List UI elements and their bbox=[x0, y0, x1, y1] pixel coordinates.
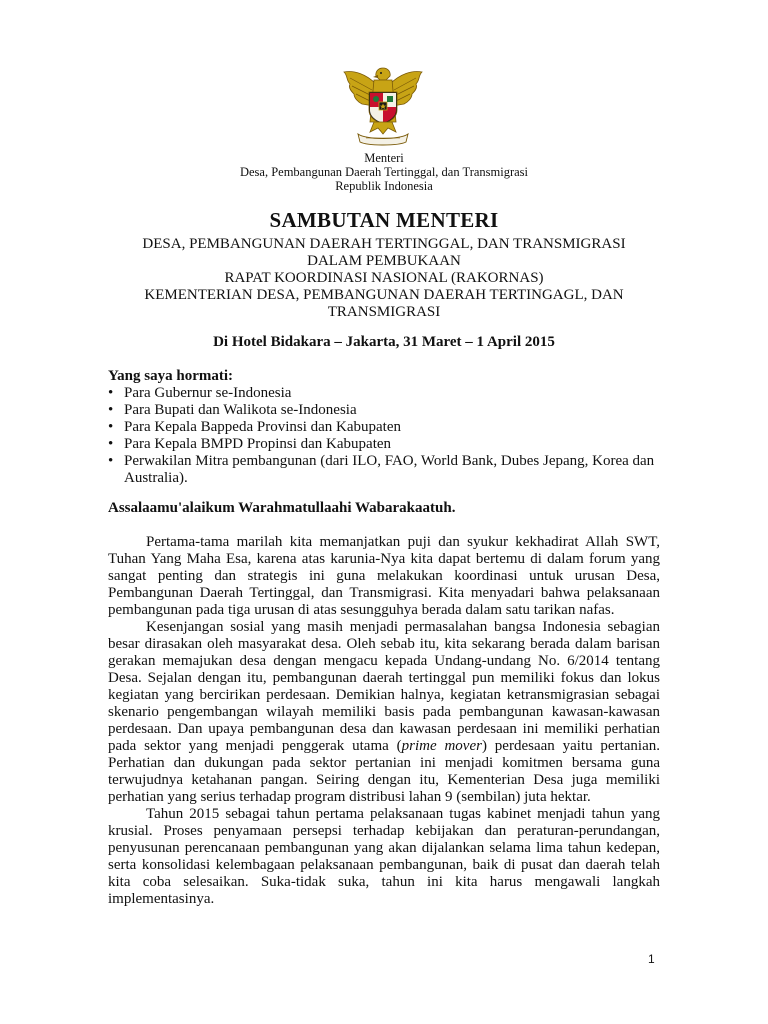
list-item-text: Para Kepala BMPD Propinsi dan Kabupaten bbox=[124, 436, 392, 452]
bullet-icon: • bbox=[108, 385, 114, 401]
header-ministry: Desa, Pembangunan Daerah Tertinggal, dan Transmigrasi bbox=[239, 165, 529, 179]
list-item-text: Para Kepala Bappeda Provinsi dan Kabupaten bbox=[124, 419, 401, 435]
paragraph-2-text: Kesenjangan sosial yang masih menjadi permasalahan bangsa Indonesia sebagian besar dirasakan oleh masyarakat desa. Oleh sebab itu, kita sekarang berada dalam barisan gerakan memajukan desa dengan mengacu kepada Undang-undang No. 6/2014 tentang Desa. Sejalan dengan itu, pembangunan daerah tertinggal pun memiliki fokus dan lokus kegiatan yang bercirikan perdesaan. Demikian halnya, kegiatan ketransmigrasian sebagai skenario pengembangan wilayah memiliki basis pada pembangunan kawasan-kawasan perdesaan. Dan upaya pembangunan desa dan kawasan perdesaan ini memiliki perhatian pada sektor yang menjadi penggerak utama ( bbox=[108, 619, 660, 754]
paragraph-2-text-end: ) perdesaan yaitu pertanian. Perhatian dan dukungan pada sektor pertanian ini menjadi komitmen bersama guna terwujudnya ketahanan pangan. Seiring dengan itu, Kementerian Desa juga memiliki perhatian yang serius terhadap program distribusi lahan 9 (sembilan) juta hektar. bbox=[108, 738, 660, 805]
paragraph-1: Pertama-tama marilah kita memanjatkan puji dan syukur kekhadirat Allah SWT, Tuhan Yang Maha Esa, karena atas karunia-Nya kita dapat bertemu di dalam forum yang sangat penting dan strategis ini guna melakukan koordinasi untuk urusan Desa, Pembangunan Daerah Tertinggal, dan Transmigrasi. Kita menyadari bahwa pelaksanaan pembangunan pada tiga urusan di atas sesungguhya berada dalam satu tarikan nafas. bbox=[108, 534, 660, 618]
paragraph-2 bbox=[108, 619, 660, 806]
list-item-text: Para Gubernur se-Indonesia bbox=[124, 385, 292, 401]
attention-list bbox=[108, 385, 660, 487]
garuda-pancasila-emblem bbox=[340, 62, 426, 148]
bullet-icon: • bbox=[108, 419, 114, 435]
list-item-text: Para Bupati dan Walikota se-Indonesia bbox=[124, 402, 357, 418]
list-item bbox=[108, 419, 660, 436]
greeting: Assalaamu'alaikum Warahmatullaahi Wabarakaatuh. bbox=[108, 500, 456, 516]
paragraph-3: Tahun 2015 sebagai tahun pertama pelaksanaan tugas kabinet menjadi tahun yang krusial. Proses penyamaan persepsi terhadap kebijakan dan peraturan-perundangan, penyusunan perencanaan pembangunan yang akan dijalankan selama lima tahun kedepan, serta konsolidasi kelembagaan pelaksanaan pembangunan, baik di pusat dan daerah telah kita coba selesaikan. Suka-tidak suka, tahun ini kita harus mengawali langkah implementasinya. bbox=[108, 806, 660, 907]
bullet-icon: • bbox=[108, 402, 114, 418]
header-minister: Menteri bbox=[364, 151, 404, 165]
subtitle-line: DALAM PEMBUKAAN bbox=[307, 253, 461, 269]
bullet-icon: • bbox=[108, 453, 114, 469]
body-text bbox=[108, 534, 660, 908]
paragraph-2-italic: prime mover bbox=[401, 738, 482, 754]
subtitle-line: KEMENTERIAN DESA, PEMBANGUNAN DAERAH TERTINGAGL, DAN bbox=[144, 287, 624, 303]
list-item bbox=[108, 436, 660, 453]
document-title: SAMBUTAN MENTERI bbox=[269, 208, 499, 232]
list-item bbox=[108, 402, 660, 419]
subtitle-line: RAPAT KOORDINASI NASIONAL (RAKORNAS) bbox=[224, 270, 544, 286]
list-item-text: Perwakilan Mitra pembangunan (dari ILO, FAO, World Bank, Dubes Jepang, Korea dan Australia). bbox=[124, 453, 655, 486]
bullet-icon: • bbox=[108, 436, 114, 452]
attention-section bbox=[108, 368, 660, 487]
page-number: 1 bbox=[648, 952, 655, 966]
subtitle-line: DESA, PEMBANGUNAN DAERAH TERTINGGAL, DAN TRANSMIGRASI bbox=[142, 236, 626, 252]
subtitle-line: TRANSMIGRASI bbox=[327, 304, 441, 320]
list-item bbox=[108, 385, 660, 402]
header-country: Republik Indonesia bbox=[335, 179, 433, 193]
attention-heading: Yang saya hormati: bbox=[108, 368, 234, 384]
venue-date: Di Hotel Bidakara – Jakarta, 31 Maret – 1 April 2015 bbox=[213, 334, 555, 350]
list-item bbox=[108, 453, 660, 487]
